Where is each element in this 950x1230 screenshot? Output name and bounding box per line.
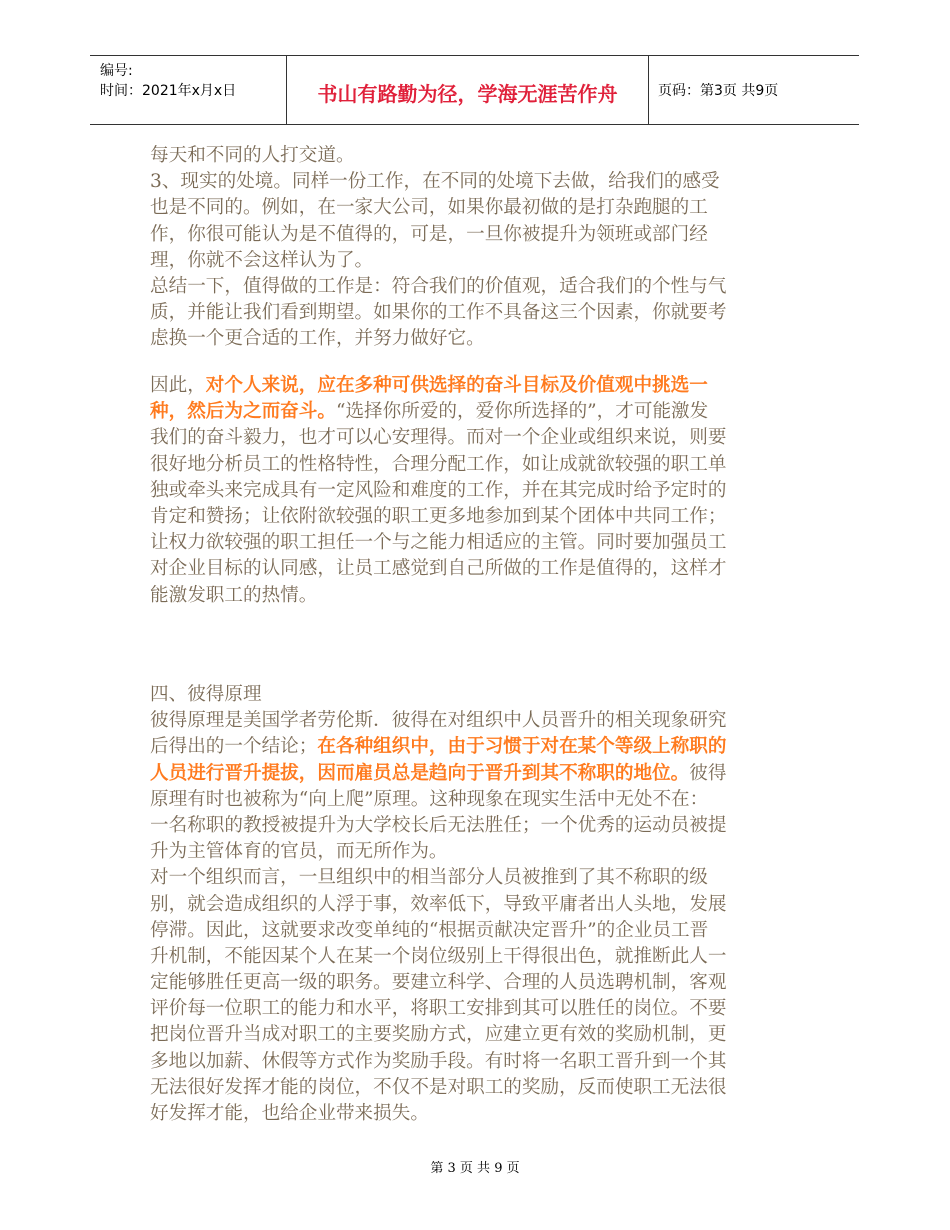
text-line: 3、现实的处境。同样一份工作，在不同的处境下去做，给我们的感受: [150, 171, 720, 193]
code-label: 编号:: [100, 63, 133, 79]
text-line: 停滞。因此，这就要求改变单纯的“根据贡献决定晋升”的企业员工晋: [150, 919, 709, 941]
text-line: 我们的奋斗毅力，也才可以心安理得。而对一个企业或组织来说，则要: [150, 427, 727, 449]
page-footer: 第 3 页 共 9 页: [430, 1161, 520, 1176]
text-line: 独或牵头来完成具有一定风险和难度的工作，并在其完成时给予定时的: [150, 479, 727, 501]
text-line: 肯定和赞扬；让依附欲较强的职工更多地参加到某个团体中共同工作；: [150, 505, 727, 527]
motto: 书山有路勤为径，学海无涯苦作舟: [317, 82, 618, 106]
text-line: 理，你就不会这样认为了。: [150, 249, 374, 271]
header-meta-cell: [90, 56, 287, 124]
page-info: 页码：第3页 共9页: [658, 83, 779, 99]
section-heading: 四、彼得原理: [150, 684, 262, 705]
text-line: 升为主管体育的官员，而无所作为。: [150, 841, 448, 863]
text-line: 把岗位晋升当成对职工的主要奖励方式，应建立更有效的奖励机制，更: [150, 1024, 727, 1046]
paragraph-block-1: [150, 143, 810, 353]
highlight-text: 人员进行晋升提拔，因而雇员总是趋向于晋升到其不称职的地位。: [150, 762, 690, 784]
text-line: 每天和不同的人打交道。: [150, 145, 355, 166]
text-line: 作，你很可能认为是不值得的，可是，一旦你被提升为领班或部门经: [150, 223, 708, 245]
text-run: 因此，: [150, 375, 206, 396]
text-line: 多地以加薪、休假等方式作为奖励手段。有时将一名职工晋升到一个其: [150, 1050, 727, 1072]
text-line: 升机制，不能因某个人在某一个岗位级别上干得很出色，就推断此人一: [150, 945, 727, 967]
text-line: 一名称职的教授被提升为大学校长后无法胜任；一个优秀的运动员被提: [150, 814, 727, 836]
text-line: 对一个组织而言，一旦组织中的相当部分人员被推到了其不称职的级: [150, 867, 708, 889]
text-line: 能激发职工的热情。: [150, 584, 318, 606]
text-line: [150, 399, 810, 425]
text-line: 原理有时也被称为“向上爬”原理。这种现象在现实生活中无处不在：: [150, 788, 709, 810]
text-run: “选择你所爱的，爱你所选择的”，才可能激发: [335, 401, 709, 423]
header-motto-cell: [287, 56, 649, 124]
text-line: 别，就会造成组织的人浮于事，效率低下，导致平庸者出人头地，发展: [150, 893, 727, 915]
page-header: [90, 55, 859, 125]
text-line: 质，并能让我们看到期望。如果你的工作不具备这三个因素，你就要考: [150, 302, 727, 324]
text-line: 虑换一个更合适的工作，并努力做好它。: [150, 328, 485, 350]
highlight-text: 种，然后为之而奋斗。: [150, 401, 336, 423]
text-line: 彼得原理是美国学者劳伦斯．彼得在对组织中人员晋升的相关现象研究: [150, 710, 727, 732]
text-line: 评价每一位职工的能力和水平，将职工安排到其可以胜任的岗位。不要: [150, 998, 727, 1020]
text-line: 好发挥才能，也给企业带来损失。: [150, 1103, 429, 1124]
text-line: [150, 761, 810, 787]
text-line: 很好地分析员工的性格特性，合理分配工作，如让成就欲较强的职工单: [150, 453, 727, 475]
time-label: 时间：2021年x月x日: [100, 83, 237, 99]
paragraph-block-3: [150, 682, 810, 1127]
paragraph-block-2: [150, 373, 810, 609]
text-line: 也是不同的。例如，在一家大公司，如果你最初做的是打杂跑腿的工: [150, 197, 708, 219]
highlight-text: 在各种组织中，由于习惯于对在某个等级上称职的: [317, 736, 727, 758]
text-line: 总结一下，值得做的工作是：符合我们的价值观，适合我们的个性与气: [150, 275, 727, 297]
text-run: 彼得: [689, 762, 727, 784]
header-page-cell: [649, 56, 859, 124]
text-line: [150, 734, 810, 760]
text-line: 对企业目标的认同感，让员工感觉到自己所做的工作是值得的，这样才: [150, 558, 727, 580]
text-line: 无法很好发挥才能的岗位，不仅不是对职工的奖励，反而使职工无法很: [150, 1076, 727, 1098]
text-line: [150, 373, 810, 399]
text-line: 定能够胜任更高一级的职务。要建立科学、合理的人员选聘机制，客观: [150, 972, 727, 994]
text-line: 让权力欲较强的职工担任一个与之能力相适应的主管。同时要加强员工: [150, 532, 727, 554]
highlight-text: 对个人来说，应在多种可供选择的奋斗目标及价值观中挑选一: [205, 375, 708, 396]
text-run: 后得出的一个结论；: [150, 736, 318, 758]
